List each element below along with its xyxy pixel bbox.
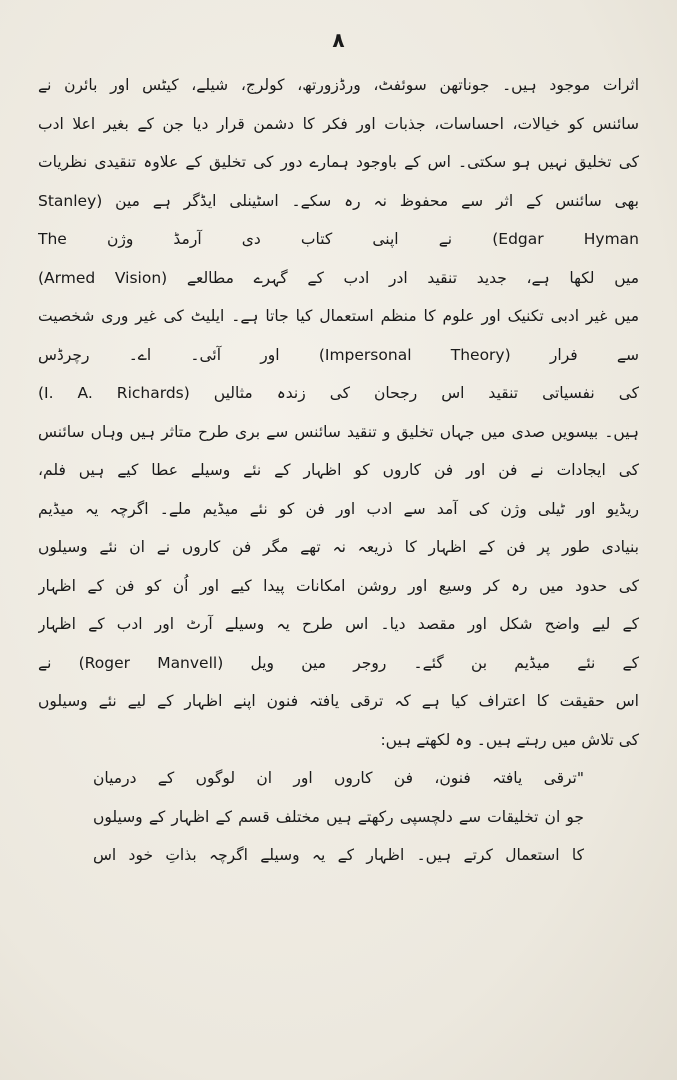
quote-line-2: جو ان تخلیقات سے دلچسپی رکھتے ہیں مختلف قسم کے اظہار کے وسیلوں: [93, 807, 584, 826]
text-line-18: کی تلاش میں رہتے ہیں۔ وہ لکھتے ہیں:: [380, 730, 639, 749]
text-line-7: میں غیر ادبی تکنیک اور علوم کا منظم استعمال کیا جاتا ہے۔ ایلیٹ کی غیر وری شخصیت: [38, 307, 639, 325]
text-line-12: ریڈیو اور ٹیلی وژن کی آمد سے ادب اور فن کو نئے میڈیم ملے۔ اگرچہ یہ میڈیم: [38, 499, 639, 518]
text-line-5: The نے اپنی کتاب دی آرمڈ وژن (Edgar Hyman: [38, 230, 639, 248]
page-number: ۸: [332, 28, 345, 52]
text-line-17: اس حقیقت کا اعتراف کیا ہے کہ ترقی یافتہ فنون اپنے اظہار کے لیے نئے وسیلوں: [38, 692, 639, 710]
text-line-1: اثرات موجود ہیں۔ جوناتھن سوئفٹ، ورڈزورتھ، کولرج، شیلے، کیٹس اور بائرن نے: [38, 76, 639, 94]
text-line-10: ہیں۔ بیسویں صدی میں جہاں تخلیق و تنقید سائنس سے بری طرح متاثر ہیں وہاں سائنس: [38, 422, 639, 441]
text-line-4: بھی سائنس کے اثر سے محفوظ نہ رہ سکے۔ اسٹینلی ایڈگر ہے مین (Stanley: [38, 191, 639, 210]
quote-line-3: کا استعمال کرتے ہیں۔ اظہار کے یہ وسیلے اگرچہ بذاتِ خود اس: [93, 846, 584, 864]
text-line-3: کی تخلیق نہیں ہو سکتی۔ اس کے باوجود ہمارے دور کی تخلیق کے علاوہ تنقیدی نظریات: [38, 153, 639, 171]
text-line-11: کی ایجادات نے فن اور فن کاروں کو اظہار کے نئے وسیلے عطا کیے ہیں فلم،: [38, 461, 639, 479]
text-line-14: کی حدود میں رہ کر وسیع اور روشن امکانات پیدا کیے اور اُن کو فن کے اظہار: [38, 576, 639, 595]
text-line-13: بنیادی طور پر فن کے اظہار کا ذریعہ نہ تھے مگر فن کاروں نے ان نئے وسیلوں: [38, 538, 639, 556]
text-line-9: (I. A. Richards) کی نفسیاتی تنقید اس رجحان کی زندہ مثالیں: [38, 384, 639, 402]
text-line-15: کے لیے واضح شکل اور مقصد دیا۔ اس طرح یہ وسیلے آرٹ اور ادب کے اظہار: [38, 615, 639, 633]
text-line-16: کے نئے میڈیم بن گئے۔ روجر مین ویل (Roger Manvell) نے: [38, 653, 639, 672]
block-quote: [38, 759, 639, 875]
text-body: [38, 66, 639, 875]
quote-line-1: "ترقی یافتہ فنون، فن کاروں اور ان لوگوں کے درمیان: [93, 769, 584, 787]
text-line-6: (Armed Vision) میں لکھا ہے، جدید تنقید ادر ادب کے گہرے مطالعے: [38, 268, 639, 287]
text-line-8: سے فرار (Impersonal Theory) اور آئی۔ اے۔ رچرڈس: [38, 345, 639, 364]
text-line-2: سائنس کو خیالات، احساسات، جذبات اور فکر کا دشمن قرار دیا جن کے بغیر اعلا ادب: [38, 114, 639, 133]
